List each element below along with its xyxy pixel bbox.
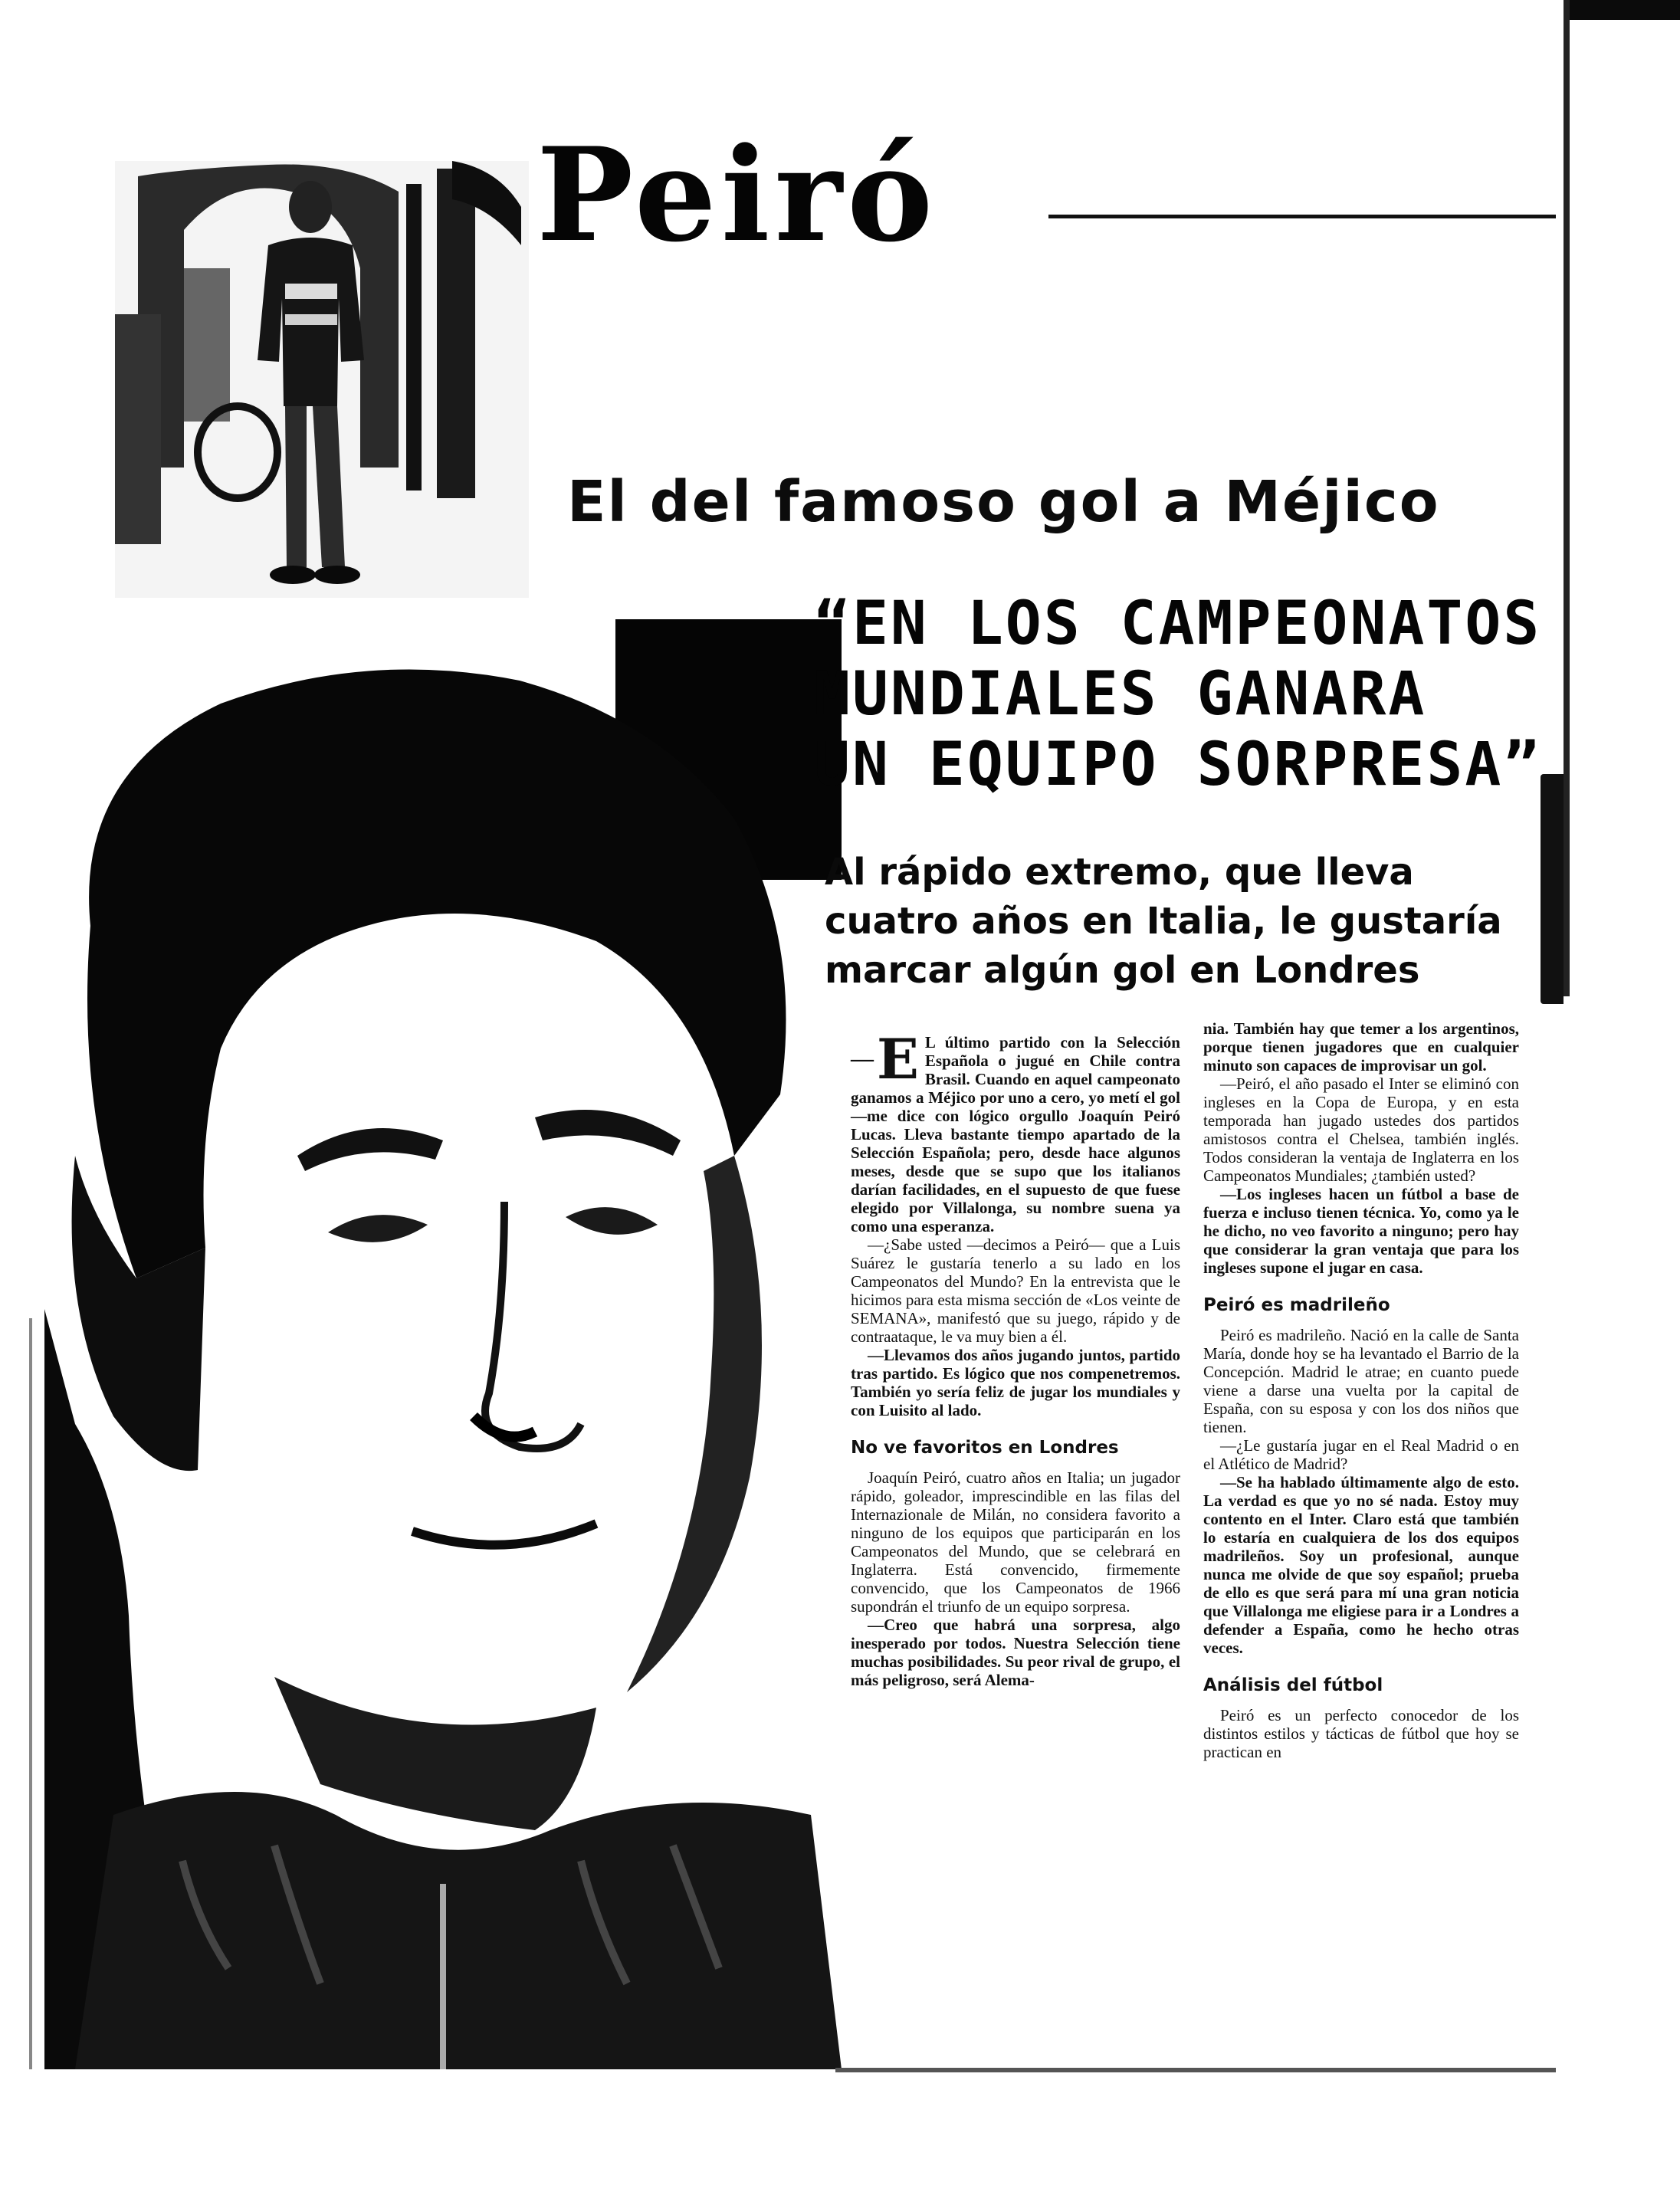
article-paragraph: —¿Le gustaría jugar en el Real Madrid o en el Atlético de Madrid?	[1203, 1436, 1519, 1473]
headline-line-2: MUNDIALES GANARA	[814, 660, 1427, 729]
deck-line-2: cuatro años en Italia, le gustaría	[825, 900, 1502, 943]
article-paragraph: —¿Sabe usted —decimos a Peiró— que a Luis Suárez le gustaría tenerlo a su lado en los Campeonatos del Mundo? En la entrevista que le hicimos para esta misma sección de «Los veinte de SEMANA», manifestó que su juego, rápido y de contraataque, le va muy bien a él.	[851, 1235, 1180, 1346]
article-paragraph: —Peiró, el año pasado el Inter se eliminó con ingleses en la Copa de Europa, y en esta temporada han jugado ustedes dos partidos amistosos contra el Chelsea, también inglés. Todos consideran la ventaja de Inglaterra en los Campeonatos Mundiales; ¿también usted?	[1203, 1075, 1519, 1185]
dropcap: E	[877, 1026, 919, 1091]
article-subhead: Peiró es madrileño	[1203, 1295, 1390, 1315]
article-subhead: No ve favoritos en Londres	[851, 1438, 1119, 1458]
deck-line-3: marcar algún gol en Londres	[825, 949, 1420, 992]
masthead-title: Peiró	[536, 119, 938, 271]
article-paragraph-text: L último partido con la Selección Española o jugué en Chile contra Brasil. Cuando en aquel campeonato ganamos a Méjico por uno a cero, yo metí el gol —me dice con lógico orgullo Joaquín Peiró Lucas. Lleva bastante tiempo apartado de la Selección Española; pero, desde hace algunos meses, desde que se supo que los italianos darían facilidades, en el supuesto de que fuese elegido por Villalonga, su nombre suena ya como una esperanza.	[851, 1033, 1180, 1235]
scan-edge-top	[1564, 0, 1680, 20]
article-paragraph: —Llevamos dos años jugando juntos, partido tras partido. Es lógico que nos compenetremos. También yo sería feliz de jugar los mundiales y con Luisito al lado.	[851, 1346, 1180, 1419]
headline-line-3: UN EQUIPO SORPRESA”	[814, 730, 1542, 799]
headline-line-1: “EN LOS CAMPEONATOS	[814, 589, 1542, 658]
scan-left-rule	[29, 1318, 32, 2069]
article-paragraph: Peiró es un perfecto conocedor de los distintos estilos y tácticas de fútbol que hoy se practican en	[1203, 1706, 1519, 1761]
article-subhead: Análisis del fútbol	[1203, 1675, 1383, 1695]
article-paragraph: —Creo que habrá una sorpresa, algo inesperado por todos. Nuestra Selección tiene muchas posibilidades. Su peor rival de grupo, el más peligroso, será Alema-	[851, 1616, 1180, 1689]
article-paragraph: —Los ingleses hacen un fútbol a base de fuerza e incluso tienen técnica. Yo, como ya le he dicho, no veo favorito a ninguno; pero hay que considerar la gran ventaja que para los ingleses supone el jugar en casa.	[1203, 1185, 1519, 1277]
article-paragraph: Peiró es madrileño. Nació en la calle de Santa María, donde hoy se ha levantado el Barrio de la Concepción. Madrid le atrae; en cuanto puede viene a darse una vuelta por la capital de España, con su esposa y con los dos niños que tienen.	[1203, 1326, 1519, 1436]
article-column-2	[1203, 1019, 1519, 1761]
main-photo-portrait	[44, 619, 842, 2069]
scan-edge-right	[1564, 0, 1570, 996]
article-paragraph: —Se ha hablado últimamente algo de esto. La verdad es que yo no sé nada. Estoy muy contento en el Inter. Claro está que también lo estaría en cualquiera de los dos equipos madrileños. Soy un profesional, aunque nunca me olvide de que soy español; prueba de ello es que será para mí una gran noticia que Villalonga me eligiese para ir a Londres a defender a España, como he hecho otras veces.	[1203, 1473, 1519, 1657]
article-paragraph: nia. También hay que temer a los argentinos, porque tienen jugadores que en cualquier minuto son capaces de improvisar un gol.	[1203, 1019, 1519, 1075]
deck	[825, 848, 1545, 995]
headline	[814, 589, 1550, 800]
top-photo-player-standing	[115, 161, 529, 598]
article-paragraph: Joaquín Peiró, cuatro años en Italia; un jugador rápido, goleador, imprescindible en las filas del Internazionale de Milán, no considera favorito a ninguno de los equipos que participarán en los Campeonatos del Mundo, que se celebrará en Inglaterra. Está convencido, firmemente convencido, que los Campeonatos de 1966 supondrán el triunfo de un equipo sorpresa.	[851, 1468, 1180, 1616]
bottom-rule	[835, 2068, 1556, 2072]
article-paragraph	[851, 1026, 1180, 1235]
dropcap-dash: —	[851, 1046, 874, 1071]
deck-line-1: Al rápido extremo, que lleva	[825, 851, 1414, 894]
masthead-subtitle: El del famoso gol a Méjico	[567, 469, 1440, 535]
article-column-1	[851, 1026, 1180, 1689]
masthead-rule	[1048, 215, 1556, 218]
